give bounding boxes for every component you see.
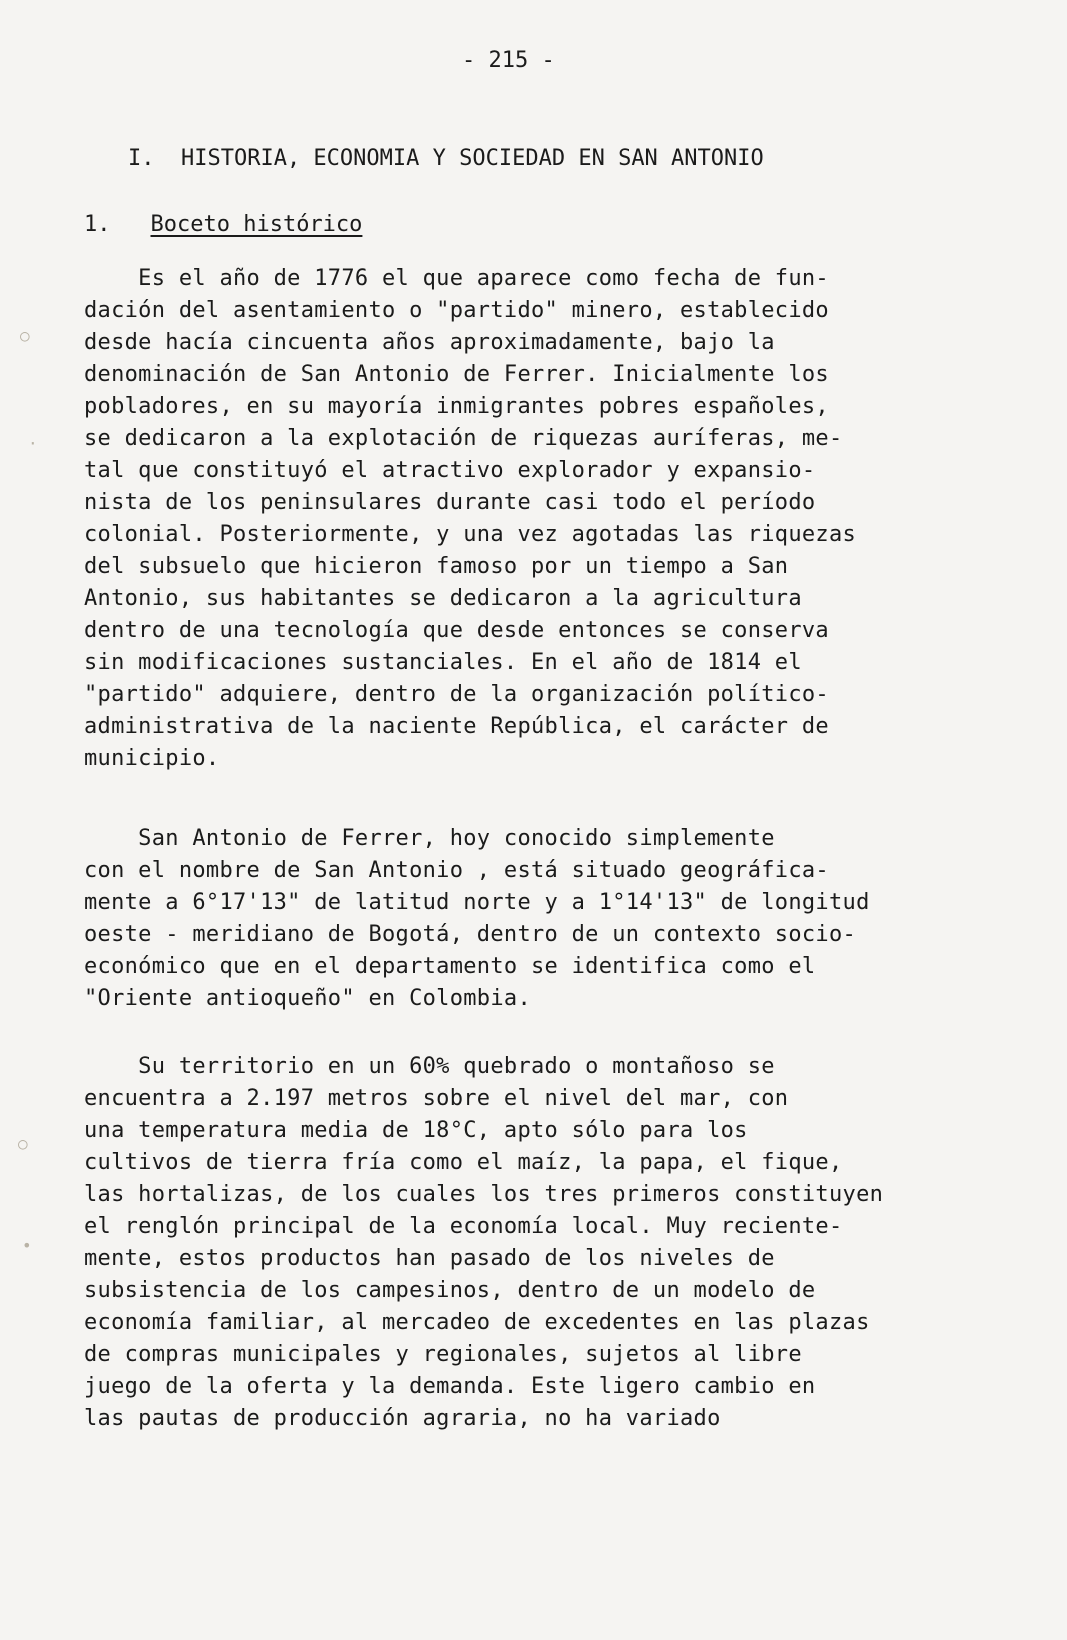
text-line: administrativa de la naciente República, el carácter de [84,714,829,739]
text-line: pobladores, en su mayoría inmigrantes pobres españoles, [84,394,829,419]
text-line: el renglón principal de la economía local. Muy reciente- [84,1214,843,1239]
text-line: dación del asentamiento o "partido" minero, establecido [84,298,829,323]
text-line: desde hacía cincuenta años aproximadamente, bajo la [84,330,775,355]
text-line: encuentra a 2.197 metros sobre el nivel del mar, con [84,1086,789,1111]
text-line: San Antonio de Ferrer, hoy conocido simplemente [84,826,775,851]
text-line: con el nombre de San Antonio , está situado geográfica- [84,858,829,883]
text-line: economía familiar, al mercadeo de excedentes en las plazas [84,1310,870,1335]
text-line: denominación de San Antonio de Ferrer. Inicialmente los [84,362,829,387]
text-line: mente, estos productos han pasado de los niveles de [84,1246,775,1271]
subsection-title: Boceto histórico [150,212,363,237]
margin-mark: · [28,434,38,453]
margin-mark: ○ [20,326,30,345]
text-line: Antonio, sus habitantes se dedicaron a la agricultura [84,586,802,611]
text-line: Es el año de 1776 el que aparece como fecha de fun- [84,266,829,291]
text-line: se dedicaron a la explotación de riquezas auríferas, me- [84,426,843,451]
text-line: del subsuelo que hicieron famoso por un tiempo a San [84,554,789,579]
text-line: las pautas de producción agraria, no ha variado [84,1406,721,1431]
text-line: oeste - meridiano de Bogotá, dentro de un contexto socio- [84,922,857,947]
subsection-number: 1. [84,212,111,237]
text-line: tal que constituyó el atractivo explorador y expansio- [84,458,816,483]
subsection-heading [84,212,362,237]
text-line: de compras municipales y regionales, sujetos al libre [84,1342,802,1367]
text-line: una temperatura media de 18°C, apto sólo para los [84,1118,748,1143]
text-line: nista de los peninsulares durante casi todo el período [84,490,816,515]
text-line: dentro de una tecnología que desde entonces se conserva [84,618,829,643]
text-line: las hortalizas, de los cuales los tres primeros constituyen [84,1182,884,1207]
margin-mark: • [22,1236,32,1255]
text-line: juego de la oferta y la demanda. Este ligero cambio en [84,1374,816,1399]
text-line: "partido" adquiere, dentro de la organización político- [84,682,829,707]
text-line: subsistencia de los campesinos, dentro de un modelo de [84,1278,816,1303]
text-line: "Oriente antioqueño" en Colombia. [84,986,531,1011]
page-number: - 215 - [462,48,555,73]
section-heading: I. HISTORIA, ECONOMIA Y SOCIEDAD EN SAN ANTONIO [128,146,764,171]
text-line: mente a 6°17'13" de latitud norte y a 1°14'13" de longitud [84,890,870,915]
text-line: sin modificaciones sustanciales. En el año de 1814 el [84,650,802,675]
margin-mark: ○ [18,1134,28,1153]
text-line: económico que en el departamento se identifica como el [84,954,816,979]
text-line: municipio. [84,746,220,771]
text-line: colonial. Posteriormente, y una vez agotadas las riquezas [84,522,857,547]
text-line: Su territorio en un 60% quebrado o montañoso se [84,1054,775,1079]
text-line: cultivos de tierra fría como el maíz, la papa, el fique, [84,1150,843,1175]
